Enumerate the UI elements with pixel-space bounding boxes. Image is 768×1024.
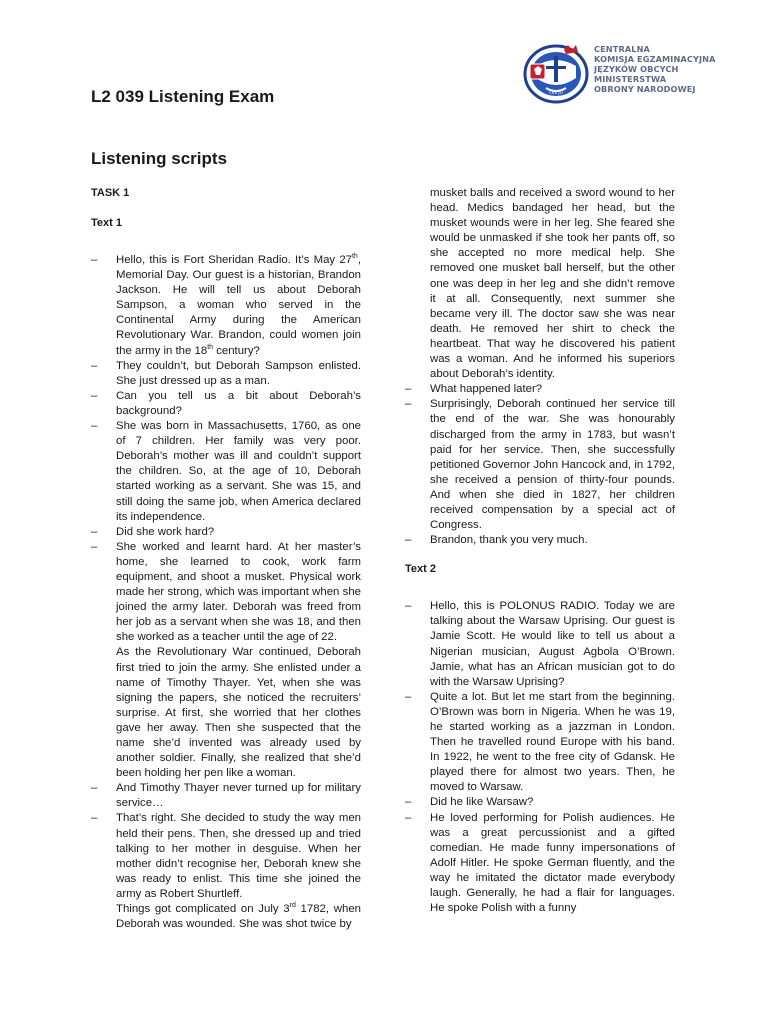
text-label: Text 2 [405, 563, 436, 576]
dialogue-line [91, 253, 361, 359]
dash-marker: – [91, 812, 98, 825]
line-text: Hello, this is POLONUS RADIO. Today we are talking about the Warsaw Uprising. Our guest is Jamie Scott. He would like to tell us about a Nigerian musician, August Agbola O’Brown. Jamie, what has an African musician got to do with the Warsaw Uprising? [430, 600, 675, 688]
line-text: Surprisingly, Deborah continued her service till the end of the war. She was honourably discharged from the army in 1783, but wasn’t paid for her service. Then, she successfully petitioned Governor John Hancock and, in 1792, she received a pension of thirty-four pounds. And when she died in 1827, her children received compensation by a special act of Congress. [430, 398, 675, 532]
line-text: Quite a lot. But let me start from the beginning. O’Brown was born in Nigeria. When he was 19, he started working as a jazzman in London. Then he travelled round Europe with his band. In 1922, he went to the free city of Gdansk. He played there for almost two years. Then, he moved to Warsaw. [430, 690, 675, 794]
dash-marker: – [91, 525, 98, 538]
dialogue-line [91, 540, 361, 646]
right-column [405, 186, 675, 916]
dialogue-line [91, 525, 361, 540]
spacer [405, 592, 675, 599]
line-text: Brandon, thank you very much. [430, 534, 588, 547]
line-text: , Memorial Day. Our guest is a historian, Brandon Jackson. He will tell us about Deborah Sampson, a woman who served in the Continental Army during the American Revolutionary War. Brandon, could women join the army in the 18 [116, 254, 361, 357]
dash-marker: – [405, 383, 412, 396]
ministry-logo [522, 42, 718, 104]
line-text: Can you tell us a bit about Deborah’s background? [116, 389, 361, 417]
dialogue-line [91, 359, 361, 389]
left-column [91, 186, 361, 932]
dash-marker: – [405, 600, 412, 613]
dash-marker: – [91, 420, 98, 433]
section-title: Listening scripts [91, 149, 228, 168]
dialogue-continuation [91, 902, 361, 932]
logo-line: MINISTERSTWA [594, 74, 667, 84]
eagle-shield-emblem-icon [522, 42, 592, 104]
dash-marker: – [91, 540, 98, 553]
line-text: Things got complicated on July 3 [116, 903, 290, 916]
dialogue-line [405, 690, 675, 796]
dash-marker: – [405, 398, 412, 411]
dash-marker: – [405, 534, 412, 547]
line-text: He loved performing for Polish audiences. He was a great percussionist and a gifted comedian. He made funny impersonations of Adolf Hitler. He spoke German fluently, and the way he imitated the dictator made everybody laugh. Generally, he had a flair for languages. He spoke Polish with a funny [430, 811, 675, 915]
svg-text:CKE JO: CKE JO [549, 90, 563, 95]
superscript: rd [289, 902, 296, 910]
dash-marker: – [91, 359, 98, 372]
spacer [91, 246, 361, 253]
dash-marker: – [91, 782, 98, 795]
logo-line: JĘZYKÓW OBCYCH [594, 64, 679, 74]
dash-marker: – [405, 796, 412, 809]
logo-line: KOMISJA EGZAMINACYJNA [594, 54, 716, 64]
superscript: th [351, 253, 358, 261]
dialogue-line [405, 795, 675, 810]
line-text: What happened later? [430, 383, 543, 396]
dialogue-line [405, 599, 675, 690]
line-text: musket balls and received a sword wound to her head. Medics bandaged her head, but the musket wounds were in her leg. She feared she would be unmasked if she took her pants off, so she accepted no more medical help. She removed one musket ball herself, but the other one was deep in her leg and she didn’t remove it at all. Consequently, next summer she became very ill. The doctor saw she was near death. He removed her shirt to check the heartbeat. That way he discovered his patient was a woman. And he informed his superiors about Deborah’s identity. [430, 187, 675, 381]
text-label: Text 1 [91, 217, 122, 229]
line-text: Hello, this is Fort Sheridan Radio. It’s May 27 [116, 254, 352, 266]
line-text: 1782, when Deborah was wounded. She was shot twice by [116, 903, 361, 931]
dialogue-line [91, 389, 361, 419]
superscript: th [207, 343, 214, 351]
dialogue-line [405, 533, 675, 548]
dash-marker: – [405, 811, 412, 824]
line-text: That’s right. She decided to study the way men held their pens. Then, she dressed up and tried talking to her mother in desguise. When her mother didn’t recognise her, Deborah knew she was ready to enlist. This time she joined the army as Robert Shurtleff. [116, 812, 361, 900]
line-text: Did she work hard? [116, 525, 215, 538]
spacer [405, 548, 675, 562]
line-text: century? [213, 344, 260, 357]
dialogue-line [91, 419, 361, 525]
document-title: L2 039 Listening Exam [91, 87, 275, 106]
dialogue-line [405, 811, 675, 917]
line-text: And Timothy Thayer never turned up for military service… [116, 782, 361, 810]
dash-marker: – [91, 254, 98, 266]
dialogue-line [405, 397, 675, 533]
dialogue-continuation [405, 186, 675, 382]
line-text: They couldn’t, but Deborah Sampson enlisted. She just dressed up as a man. [116, 359, 361, 387]
dash-marker: – [405, 690, 412, 703]
line-text: As the Revolutionary War continued, Deborah first tried to join the army. She enlisted under a name of Timothy Thayer. Yet, when she was signing the papers, she noticed the recruiters’ surprise. At first, she worried that her clothes gave her away. Then she suspected that the name she’d invented was already used by another soldier. Finally, she realized that she’d been holding her pen like a woman. [116, 646, 361, 780]
line-text: She worked and learnt hard. At her master’s home, she learned to cook, work farm equipment, and shoot a musket. Physical work made her strong, which was important when she joined the army later. Deborah was freed from her job as a servant when she was 18, and then she worked as a teacher until the age of 22. [116, 540, 361, 644]
logo-text [594, 44, 716, 94]
dialogue-line [91, 781, 361, 811]
dash-marker: – [91, 389, 98, 402]
dialogue-continuation [91, 645, 361, 781]
dialogue-line [405, 382, 675, 397]
logo-line: CENTRALNA [594, 44, 650, 54]
line-text: She was born in Massachusetts, 1760, as one of 7 children. Her family was very poor. Deborah’s mother was ill and couldn’t support the children. So, at the age of 10, Deborah started working as a servant. She was 15, and still doing the same job, when America declared its independence. [116, 420, 361, 523]
line-text: Did he like Warsaw? [430, 796, 534, 809]
dialogue-line [91, 811, 361, 902]
task-label: TASK 1 [91, 187, 130, 199]
logo-line: OBRONY NARODOWEJ [594, 84, 696, 94]
